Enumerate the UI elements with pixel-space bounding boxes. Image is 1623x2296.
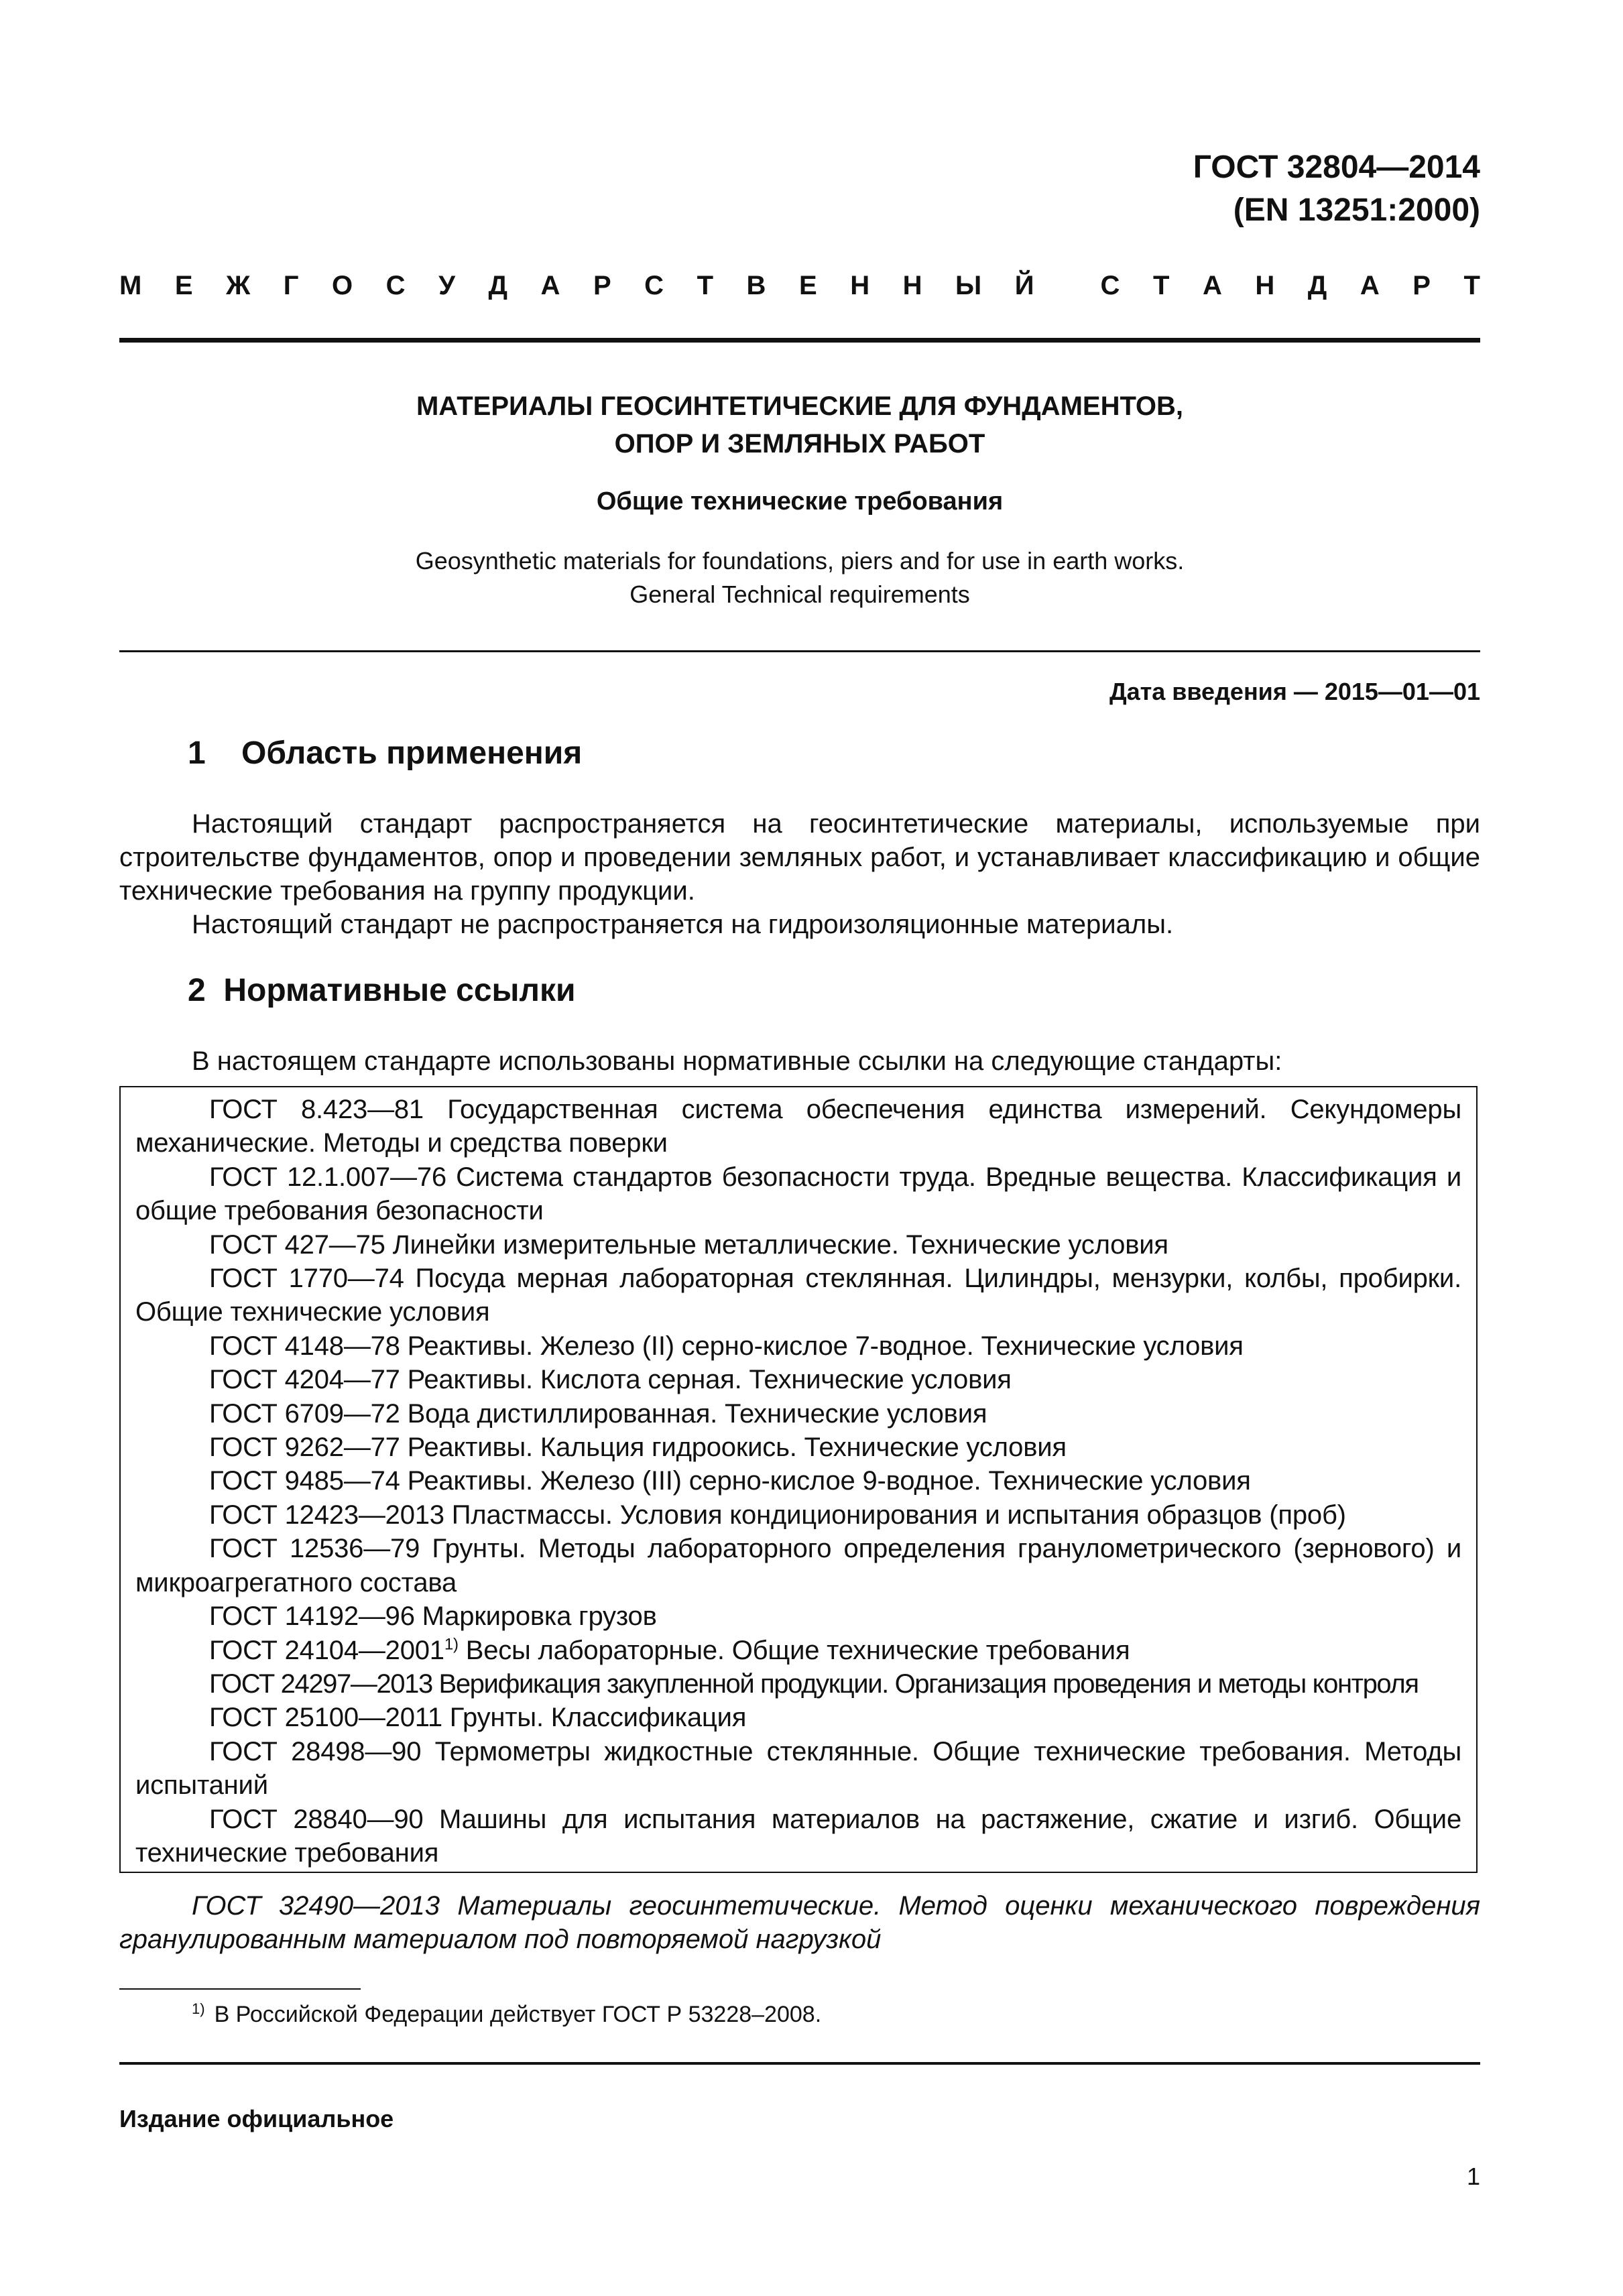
normative-references-box: [119, 1086, 1478, 1873]
banner-letter: Н: [902, 271, 922, 300]
reference-item: ГОСТ 4204—77 Реактивы. Кислота серная. Технические условия: [209, 1365, 1012, 1395]
section-2-heading: 2 Нормативные ссылки: [188, 973, 576, 1008]
reference-item: ГОСТ 24297—2013 Верификация закупленной продукции. Организация проведения и методы контроля: [209, 1669, 1419, 1699]
banner-letter: Й: [1014, 271, 1034, 300]
standard-number-block: [1193, 146, 1480, 232]
reference-item-with-footnote: [135, 1634, 1461, 1667]
page-number: 1: [1466, 2163, 1480, 2190]
italic-reference: ГОСТ 32490—2013 Материалы геосинтетические. Метод оценки механического повреждения гранулированным материалом под повторяемой нагрузкой: [119, 1891, 1480, 1954]
banner-letter: Е: [174, 271, 193, 300]
reference-item: ГОСТ 28498—90 Термометры жидкостные стеклянные. Общие технические требования. Методы испытаний: [135, 1736, 1461, 1801]
reference-code: ГОСТ 24104—2001: [209, 1635, 444, 1665]
banner-letter: Р: [1412, 271, 1431, 300]
banner-letter: Т: [1463, 271, 1480, 300]
banner-letter: Н: [850, 271, 870, 300]
reference-item: ГОСТ 28840—90 Машины для испытания материалов на растяжение, сжатие и изгиб. Общие технические требования: [135, 1804, 1461, 1868]
footnote-divider: [119, 1988, 361, 1990]
banner-letter: Ж: [226, 271, 251, 300]
banner-letter: Д: [1307, 271, 1327, 300]
banner-letter: С: [644, 271, 664, 300]
reference-title: Весы лабораторные. Общие технические требования: [458, 1635, 1130, 1665]
reference-item: ГОСТ 6709—72 Вода дистиллированная. Технические условия: [209, 1398, 987, 1429]
banner-letter: У: [438, 271, 455, 300]
reference-item: ГОСТ 1770—74 Посуда мерная лабораторная стеклянная. Цилиндры, мензурки, колбы, пробирки. Общие технические условия: [135, 1264, 1461, 1327]
banner-letter: В: [746, 271, 766, 300]
banner-letter: О: [331, 271, 353, 300]
title-en-line-2: General Technical requirements: [629, 581, 970, 608]
reference-item: ГОСТ 25100—2011 Грунты. Классификация: [209, 1703, 747, 1733]
footnote: [192, 1999, 821, 2030]
footnote-text: В Российской Федерации действует ГОСТ Р 53228–2008.: [214, 2002, 822, 2027]
reference-item: ГОСТ 9485—74 Реактивы. Железо (III) серно-кислое 9-водное. Технические условия: [209, 1466, 1251, 1496]
reference-item: ГОСТ 8.423—81 Государственная система обеспечения единства измерений. Секундомеры механические. Методы и средства поверки: [135, 1095, 1461, 1158]
reference-item: ГОСТ 12423—2013 Пластмассы. Условия кондиционирования и испытания образцов (проб): [209, 1500, 1346, 1530]
banner-letter: С: [1100, 271, 1120, 300]
section-1-paragraph-2: Настоящий стандарт не распространяется на гидроизоляционные материалы.: [192, 910, 1174, 939]
banner-letter: Т: [697, 271, 714, 300]
footnote-mark: 1): [192, 2000, 205, 2017]
banner-letter: А: [540, 271, 560, 300]
introduction-date: Дата введения — 2015—01—01: [1109, 678, 1480, 705]
title-line-1: МАТЕРИАЛЫ ГЕОСИНТЕТИЧЕСКИЕ ДЛЯ ФУНДАМЕНТОВ,: [416, 391, 1184, 421]
banner-letter: А: [1202, 271, 1222, 300]
section-2-intro: В настоящем стандарте использованы нормативные ссылки на следующие стандарты:: [192, 1046, 1282, 1076]
title-line-2: ОПОР И ЗЕМЛЯНЫХ РАБОТ: [614, 429, 985, 459]
reference-item: ГОСТ 14192—96 Маркировка грузов: [209, 1602, 657, 1632]
banner-letter: Е: [798, 271, 817, 300]
banner-letter: С: [385, 271, 406, 300]
reference-item: ГОСТ 427—75 Линейки измерительные металлические. Технические условия: [209, 1229, 1168, 1260]
banner-letter: Т: [1152, 271, 1170, 300]
subtitle-russian: Общие технические требования: [596, 487, 1004, 516]
banner-letter: Г: [283, 271, 299, 300]
banner-letter: А: [1360, 271, 1380, 300]
title-russian: [119, 387, 1480, 463]
gost-number: ГОСТ 32804—2014: [1193, 149, 1480, 185]
title-divider: [119, 650, 1480, 652]
reference-item: ГОСТ 12536—79 Грунты. Методы лабораторного определения гранулометрического (зернового) и микроагрегатного состава: [135, 1534, 1461, 1597]
reference-item: ГОСТ 4148—78 Реактивы. Железо (II) серно-кислое 7-водное. Технические условия: [209, 1331, 1244, 1361]
reference-item: ГОСТ 9262—77 Реактивы. Кальция гидроокись. Технические условия: [209, 1433, 1067, 1463]
header-divider: [119, 338, 1480, 343]
title-en-line-1: Geosynthetic materials for foundations, piers and for use in earth works.: [415, 547, 1185, 575]
banner-letter: М: [119, 271, 142, 300]
banner-letter: Р: [593, 271, 611, 300]
banner-letter: Н: [1255, 271, 1275, 300]
interstate-standard-banner: [119, 267, 1480, 304]
banner-letter: Д: [488, 271, 507, 300]
section-1-paragraph-1: Настоящий стандарт распространяется на геосинтетические материалы, используемые при строительстве фундаментов, опор и проведении земляных работ, и устанавливает классификацию и общие технические требования на группу продукции.: [119, 809, 1480, 906]
reference-item: ГОСТ 12.1.007—76 Система стандартов безопасности труда. Вредные вещества. Классификация и общие требования безопасности: [135, 1162, 1461, 1226]
en-number: (EN 13251:2000): [1233, 192, 1480, 228]
edition-label: Издание официальное: [119, 2105, 394, 2132]
footnote-marker: 1): [444, 1635, 459, 1654]
section-1-heading: 1 Область применения: [188, 735, 583, 771]
title-english: [119, 544, 1480, 611]
footer-divider: [119, 2062, 1480, 2065]
banner-letter: Ы: [955, 271, 982, 300]
